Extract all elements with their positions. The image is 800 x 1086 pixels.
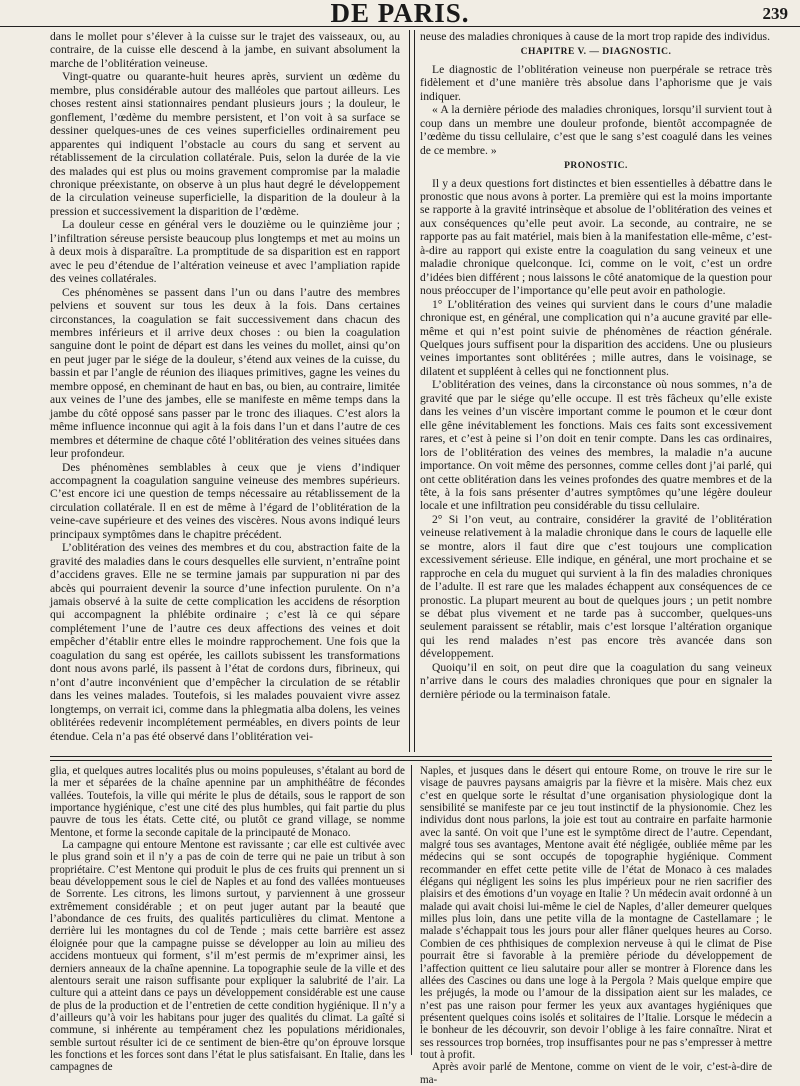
paragraph: L’oblitération des veines, dans la circonstance où nous sommes, n’a de gravité que par le siége qu’elle occupe. Il est très fâcheux qu’elle existe dans les veines d’un viscère important comme le poumon et le cœur dont elle gêne inévitablement les fonctions. Mais ces faits sont excessivement rares, et c’est à peine si l’on doit en tenir compte. Dans les cas ordinaires, lors de l’oblitération des veines des membres, la maladie n’a aucune importance. On voit même des personnes, comme celles dont j’ai parlé, qui ont cette oblitération dans les veines profondes des quatre membres et de la tête, à la fois sans présenter d’autres symptômes qu’une légère douleur locale et une infiltration peu considérable du tissu cellulaire. xyxy=(420,378,772,513)
page-number: 239 xyxy=(762,4,788,23)
page-title: DE PARIS. xyxy=(330,0,470,28)
column-divider xyxy=(409,30,415,752)
article-column-top-left xyxy=(50,30,400,752)
feuilleton-column-left xyxy=(50,765,405,1074)
paragraph: « A la dernière période des maladies chroniques, lorsqu’il survient tout à coup dans un membre une douleur profonde, bientôt accompagnée de l’œdème du tissu cellulaire, c’est que le sang s’est coagulé dans les veines de ce membre. » xyxy=(420,103,772,157)
paragraph: Des phénomènes semblables à ceux que je viens d’indiquer accompagnent la coagulation sanguine veineuse des membres supérieurs. C’est encore ici une question de temps nécessaire au rétablissement de la circulation collatérale. Il en est de même à l’égard de l’oblitération de la veine-cave supérieure et des veines des viscères. Nous avons indiqué leurs principaux symptômes dans le chapitre précédent. xyxy=(50,460,400,541)
paragraph: Il y a deux questions fort distinctes et bien essentielles à débattre dans le pronostic que nous avons à porter. La première qui est la moins importante se rapporte à la gravité intrinsèque et absolue de l’oblitération des veines et aux conséquences qu’elle peut avoir. La seconde, au contraire, ne se rapporte pas au fait matériel, mais bien à la manifestation elle-même, c’est-à-dire au rapport qui existe entre la coagulation du sang veineux et une maladie chronique quelconque. Ici, comme on le voit, c’est un ordre d’idées bien différent ; nous laissons le côté anatomique de la question pour nous préoccuper de l’importance qu’elle peut avoir en pathologie. xyxy=(420,176,772,298)
article-column-top-right xyxy=(420,30,772,752)
page-header xyxy=(0,0,800,27)
paragraph: L’oblitération des veines des membres et du cou, abstraction faite de la gravité des maladies dans le cours desquelles elle survient, n’entraîne point d’accidens graves. Elle ne se termine jamais par suppuration ni par des abcès qui pourraient devenir la source d’une infection purulente. On n’a jamais observé à la suite de cette complication les accidens de résorption qui accompagnent la phlébite ordinaire ; c’est là ce qui sépare complétement l’une de l’autre ces deux affections des veines et doit empêcher d’établir entre elles le moindre rapprochement. Une fois que la coagulation du sang est opérée, les caillots subissent les transformations dont nous avons parlé, ils passent à l’état de cordons durs, fibrineux, qui n’ont d’autre inconvénient que d’empêcher la circulation de se rétablir dans les veines malades. Toutefois, si les malades pouvaient vivre assez longtemps, on verrait ici, comme dans la phlegmatia alba dolens, les veines oblitérées redevenir incomplétement perméables, en divers points de leur étendue. Cela n’a pas été observé dans l’oblitération vei- xyxy=(50,541,400,743)
paragraph: Vingt-quatre ou quarante-huit heures après, survient un œdème du membre, plus considérable autour des malléoles que partout ailleurs. Les choses restent ainsi stationnaires pendant plusieurs jours ; la douleur, le gonflement, l’œdème du membre persistent, et l’on voit à sa surface se dessiner quelques-unes de ces veines superficielles ordinairement peu apparentes qui indiquent l’obstacle au cours du sang et servent au rétablissement de la circulation collatérale. Puis, selon la durée de la vie des malades qui est plus ou moins gravement compromise par la maladie chronique préexistante, on observe à un plus haut degré le développement de la circulation veineuse superficielle, la disparition de la douleur à la pression et successivement la disparition de l’œdème. xyxy=(50,70,400,218)
paragraph: glia, et quelques autres localités plus ou moins populeuses, s’étalant au bord de la mer et séparées de la chaîne apennine par un amphithéâtre de fécondes vallées. Toutefois, la ville qui mérite le plus de détails, sous le rapport de son importance hygiénique, c’est une cité des plus humbles, qui fait partie du plus pauvre de tous les états. Cette cité, ou plutôt ce grand village, se nomme Mentone, et forme la seconde capitale de la principauté de Monaco. xyxy=(50,765,405,839)
feuilleton-column-right xyxy=(420,765,772,1086)
paragraph: dans le mollet pour s’élever à la cuisse sur le trajet des vaisseaux, ou, au contraire, de la cuisse elle descend à la jambe, en suivant absolument la marche de l’oblitération veineuse. xyxy=(50,30,400,70)
paragraph: neuse des maladies chroniques à cause de la mort trop rapide des individus. xyxy=(420,30,770,43)
paragraph: Ces phénomènes se passent dans l’un ou dans l’autre des membres pelviens et souvent sur tous les deux à la fois. Dans certaines circonstances, la coagulation se fait successivement dans chacun des membres inférieurs et il arrive deux choses : ou bien la coagulation sanguine dont le point de départ est dans les veines du mollet, ainsi qu’on en peut juger par le siége de la douleur, s’étend aux veines de la cuisse, du bassin et par l’angle de réunion des iliaques primitives, gagne les veines du membre opposé, en cheminant de haut en bas, ou bien, au contraire, limitée aux veines de l’une des jambes, elle se manifeste en même temps dans la jambe du côté opposé sans passer par le tronc des iliaques. C’est alors la même influence inconnue qui agit à la fois dans l’un et dans l’autre de ces membres et détermine de chaque côté l’oblitération des veines situées dans leur profondeur. xyxy=(50,285,400,461)
paragraph: Naples, et jusques dans le désert qui entoure Rome, on trouve le rire sur le visage de pauvres paysans amaigris par la fièvre et la misère. Mais chez eux c’est en quelque sorte le résultat d’une organisation physiologique dont la sensibilité se manifeste par ce jeu tout instinctif de la physionomie. Chez les individus dont nous parlons, la joie est tout au contraire en parfaite harmonie avec la santé. On voit que l’une est le symptôme direct de l’autre. Cependant, malgré tous ses avantages, Mentone avait été négligée, oubliée même par les médecins qui se sont occupés de topographie hygiénique. Comment recommander en effet cette petite ville de l’état de Monaco à ces malades élégans qui négligent les soins les plus impérieux pour ne rien sacrifier des plaisirs et des émotions d’un voyage en Italie ? Un médecin avait ordonné à un malade qui avait choisi lui-même le ciel de Naples, d’aller demeurer quelques milles plus loin, dans une petite villa de la montagne de Castellamare ; le malade s’échappait tous les jours pour aller flâner quelques heures au Corso. Combien de ces phthisiques de complexion nerveuse à qui le climat de Pise pourrait être si favorable à la première période du développement de l’affection quittent ce lieu salutaire pour aller se montrer à Florence dans les allées des Cascines ou dans une loge à la Pergola ? Mais quelque empire que les préjugés, la mode ou l’amour de la dissipation aient sur les malades, ce n’est pas une raison pour fermer les yeux aux avantages hygiéniques que présentent quelques coins isolés et solitaires de l’Italie. Lorsque le médecin a le bonheur de les découvrir, son devoir l’oblige à les faire connaître. Nirat et ses ressources trop bornées, trop insuffisantes pour ne pas s’empresser à mettre tout à profit. xyxy=(420,765,772,1061)
paragraph: Quoiqu’il en soit, on peut dire que la coagulation du sang veineux n’arrive dans le cours des maladies chroniques que pour en signaler la dernière période ou la terminaison fatale. xyxy=(420,660,772,701)
paragraph: 2° Si l’on veut, au contraire, considérer la gravité de l’oblitération veineuse relativement à la maladie chronique dans le cours de laquelle elle se montre, alors il faut dire que c’est toujours une complication excessivement sérieuse. Elle indique, en général, une mort prochaine et se rapproche en cela du muguet qui survient à la fin des maladies chroniques de l’adulte. Il est rare que les malades échappent aux conséquences de ce pronostic. La plupart meurent au bout de quelques jours ; un petit nombre se débat plus vivement et ne tarde pas à succomber, quelques-uns seulement paraissent se rétablir, mais c’est lorsque l’altération organique qui les rend malades n’est pas encore très avancée dans son développement. xyxy=(420,512,772,661)
section-divider xyxy=(50,756,772,761)
column-divider xyxy=(411,765,412,1055)
paragraph: Le diagnostic de l’oblitération veineuse non puerpérale se retrace très fidèlement et d’une manière très absolue dans l’aphorisme que je vais indiquer. xyxy=(420,62,772,103)
paragraph: Après avoir parlé de Mentone, comme on vient de le voir, c’est-à-dire de ma- xyxy=(420,1061,772,1086)
paragraph: 1° L’oblitération des veines qui survient dans le cours d’une maladie chronique est, en général, une complication qui n’a aucune gravité par elle-même et qui n’est point suivie de phénomènes de réaction générale. Quelques jours suffisent pour la disparition des accidens. Une ou plusieurs veines importantes sont oblitérées ; mille autres, dans le voisinage, se dilatent et suppléent à celles qui ne fonctionnent plus. xyxy=(420,297,772,378)
section-heading: PRONOSTIC. xyxy=(564,161,628,172)
chapter-heading: CHAPITRE V. — DIAGNOSTIC. xyxy=(520,47,672,58)
paragraph: La campagne qui entoure Mentone est ravissante ; car elle est cultivée avec le plus grand soin et il n’y a pas de coin de terre qui ne paie un tribut à son propriétaire. C’est Mentone qui produit le plus de ces fruits qui prennent un si beau développement sous le ciel de Naples et au fond des vallées montueuses de Sorrente. Les citrons, les limons surtout, y parviennent à une grosseur extrêmement considérable ; et on peut juger autant par la beauté que l’abondance de ces fruits, des qualités particulières du climat. Mentone a derrière lui les montagnes du col de Tende ; mais cette barrière est assez éloignée pour que la campagne puisse se développer au loin au milieu des accidens montueux qui forment, s’il m’est permis de m’exprimer ainsi, les derniers anneaux de la chaîne apennine. La topographie seule de la ville et des alentours serait une raison suffisante pour expliquer la salubrité de l’air. La culture qui a atteint dans ce pays un développement considérable est une cause de plus de la production et de l’entretien de cette condition hygiénique. Il n’y a d’ailleurs qu’à voir les habitans pour juger des qualités du climat. La gaîté si commune, si inhérente au tempérament chez les populations méridionales, semble surtout résulter ici de ce sentiment de bien-être qu’on éprouve lorsque les fonctions et les forces sont dans l’état le plus satisfaisant. En Italie, dans les campagnes de xyxy=(50,839,405,1074)
paragraph: La douleur cesse en général vers le douzième ou le quinzième jour ; l’infiltration séreuse persiste beaucoup plus longtemps et met au moins un à deux mois à disparaître. La promptitude de sa disparition est en rapport avec le peu d’étendue de l’altération veineuse et avec l’ampliation rapide des veines collatérales. xyxy=(50,218,400,286)
